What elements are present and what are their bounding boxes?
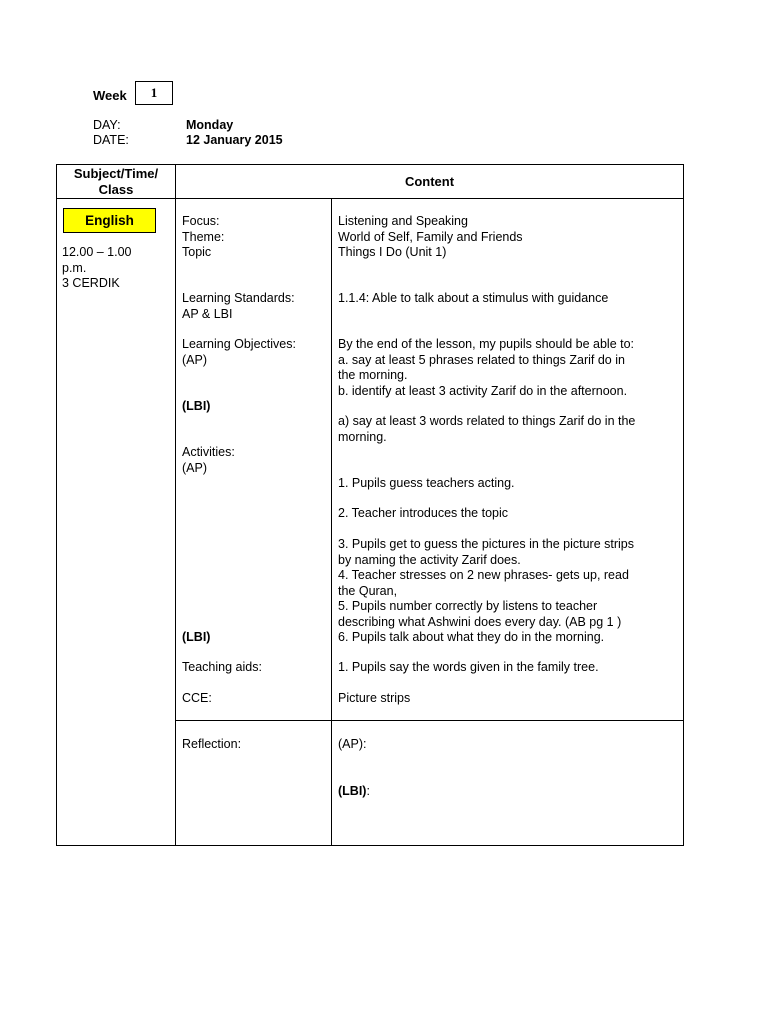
- theme-value: World of Self, Family and Friends: [338, 229, 523, 244]
- learning-objectives-label: Learning Objectives:: [182, 337, 296, 351]
- date-label: DATE:: [93, 133, 129, 147]
- objectives-ap-values: [338, 337, 634, 399]
- activities-3-to-6: [338, 537, 634, 646]
- reflection-lbi-label: (LBI): [338, 784, 367, 798]
- class-name: 3 CERDIK: [62, 276, 120, 290]
- reflection-label: Reflection:: [182, 737, 242, 751]
- week-label: Week: [93, 88, 127, 103]
- topic-label: Topic: [182, 245, 212, 259]
- col1-header-line2: Class: [98, 181, 134, 197]
- objectives-ap-label: (AP): [182, 352, 207, 367]
- lbi-activity-1: 1. Pupils say the words given in the family tree.: [338, 660, 599, 674]
- table-left-border: [56, 164, 57, 846]
- topic-value: Things I Do (Unit 1): [338, 245, 447, 259]
- cce-value: Picture strips: [338, 691, 411, 705]
- focus-theme-topic-values: [338, 214, 523, 261]
- table-top-border: [56, 164, 684, 165]
- objective-a-line2: the morning.: [338, 368, 408, 382]
- objective-b: b. identify at least 3 activity Zarif do in the afternoon.: [338, 383, 628, 398]
- subject-time-class-header: [57, 166, 175, 197]
- activity-1: 1. Pupils guess teachers acting.: [338, 476, 515, 490]
- day-label: DAY:: [93, 118, 121, 132]
- time-line2: p.m.: [62, 260, 87, 275]
- standards-value: 1.1.4: Able to talk about a stimulus with guidance: [338, 291, 609, 305]
- col2-divider: [331, 198, 332, 846]
- reflection-lbi: [338, 784, 370, 800]
- time-class-cell: [62, 245, 132, 292]
- time-line1: 12.00 – 1.00: [62, 245, 132, 259]
- week-number-box: 1: [135, 81, 173, 105]
- lbi-objective-line1: a) say at least 3 words related to things Zarif do in the: [338, 414, 636, 428]
- reflection-lbi-colon: :: [366, 784, 370, 798]
- reflection-top-border: [175, 720, 684, 721]
- activity-5-line2: describing what Ashwini does every day. (AB pg 1 ): [338, 614, 622, 629]
- content-header: Content: [404, 174, 455, 189]
- activity-2: 2. Teacher introduces the topic: [338, 506, 509, 520]
- date-value: 12 January 2015: [186, 133, 283, 147]
- activity-3-line2: by naming the activity Zarif does.: [338, 552, 521, 567]
- activity-4-line1: 4. Teacher stresses on 2 new phrases- gets up, read: [338, 568, 629, 582]
- objectives-lbi-values: [338, 414, 635, 445]
- lbi-objective-line2: morning.: [338, 429, 387, 444]
- focus-value: Listening and Speaking: [338, 214, 468, 228]
- cce-label: CCE:: [182, 691, 212, 705]
- ap-lbi-label: AP & LBI: [182, 306, 233, 321]
- activity-6: 6. Pupils talk about what they do in the morning.: [338, 630, 605, 644]
- table-bottom-border: [56, 845, 684, 846]
- activity-3-line1: 3. Pupils get to guess the pictures in the picture strips: [338, 537, 634, 551]
- objective-a-line1: a. say at least 5 phrases related to things Zarif do in: [338, 352, 625, 367]
- theme-label: Theme:: [182, 229, 225, 244]
- activities-lbi-label: (LBI): [182, 630, 211, 644]
- col1-header-line1: Subject/Time/: [73, 166, 159, 181]
- activity-4-line2: the Quran,: [338, 583, 398, 598]
- standards-label-group: [182, 291, 295, 322]
- objectives-label-group: [182, 337, 296, 368]
- activities-label-group: [182, 445, 235, 476]
- teaching-aids-label: Teaching aids:: [182, 660, 262, 674]
- header-bottom-border: [56, 198, 684, 199]
- objectives-lbi-label: (LBI): [182, 399, 211, 413]
- focus-label: Focus:: [182, 214, 220, 228]
- day-value: Monday: [186, 118, 234, 132]
- reflection-ap: (AP):: [338, 737, 367, 751]
- subject-badge: English: [63, 208, 156, 233]
- activities-label: Activities:: [182, 445, 235, 459]
- col1-divider: [175, 164, 176, 846]
- objectives-intro: By the end of the lesson, my pupils should be able to:: [338, 337, 635, 351]
- table-right-border: [683, 164, 684, 846]
- labels-column: [182, 214, 224, 261]
- learning-standards-label: Learning Standards:: [182, 291, 295, 305]
- activities-ap-label: (AP): [182, 460, 207, 475]
- activity-5-line1: 5. Pupils number correctly by listens to teacher: [338, 599, 598, 613]
